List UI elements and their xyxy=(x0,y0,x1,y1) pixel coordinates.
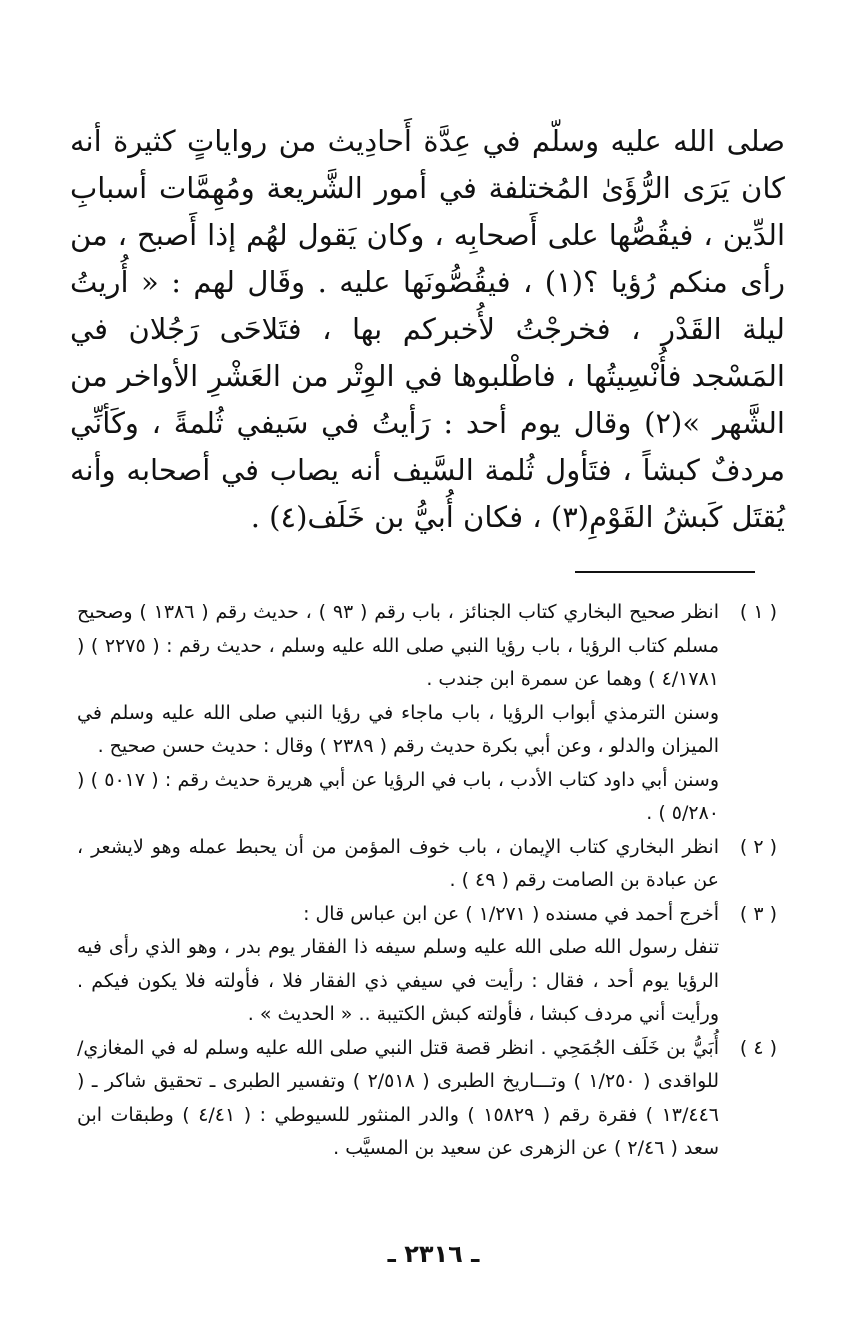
footnote-paragraph: أخرج أحمد في مسنده ( ١/٢٧١ ) عن ابن عباس قال : xyxy=(303,902,719,925)
footnote-separator xyxy=(575,571,755,573)
footnote-paragraph: انظر البخاري كتاب الإيمان ، باب خوف المؤمن من أن يحبط عمله وهو لايشعر ، عن عبادة بن الصامت رقم ( ٤٩ ) . xyxy=(77,835,719,891)
footnote-paragraph: انظر صحيح البخاري كتاب الجنائز ، باب رقم ( ٩٣ ) ، حديث رقم ( ١٣٨٦ ) وصحيح مسلم كتاب الرؤيا ، باب رؤيا النبي صلى الله عليه وسلم ، حديث رقم : ( ٢٢٧٥ ) ( ٤/١٧٨١ ) وهما عن سمرة ابن جندب . xyxy=(77,601,719,690)
footnote-body xyxy=(77,831,719,898)
footnote-paragraph: وسنن أبي داود كتاب الأدب ، باب في الرؤيا عن أبي هريرة حديث رقم : ( ٥٠١٧ ) ( ٥/٢٨٠ ) . xyxy=(77,768,719,824)
footnote-3 xyxy=(77,898,777,1032)
footnote-2 xyxy=(77,831,777,898)
footnote-paragraph: وسنن الترمذي أبواب الرؤيا ، باب ماجاء في رؤيا النبي صلى الله عليه وسلم في الميزان والدلو ، وعن أبي بكرة حديث رقم ( ٢٣٨٩ ) وقال : حديث حسن صحيح . xyxy=(77,701,719,757)
main-text xyxy=(70,118,785,541)
footnote-body xyxy=(77,596,719,831)
footnotes xyxy=(77,596,777,1166)
footnote-body xyxy=(77,1032,719,1166)
footnote-number: ( ٣ ) xyxy=(739,902,777,925)
footnote-paragraph: تنفل رسول الله صلى الله عليه وسلم سيفه ذا الفقار يوم بدر ، وهو الذي رأى فيه الرؤيا يوم أحد ، فقال : رأيت في سيفي ذي الفقار فلا ، فأولته فلا يكون فيكم . ورأيت أني مردف كبشا ، فأولته كبش الكتيبة .. « الحديث » . xyxy=(77,936,719,1025)
footnote-4 xyxy=(77,1032,777,1166)
footnote-paragraph: أُبَيُّ بن خَلَف الجُمَحِي . انظر قصة قتل النبي صلى الله عليه وسلم له في المغازي/ للواقدى ( ١/٢٥٠ ) وتـــاريخ الطبرى ( ٢/٥١٨ ) وتفسير الطبرى ـ تحقيق شاكر ـ ( ١٣/٤٤٦ ) فقرة رقم ( ١٥٨٢٩ ) والدر المنثور للسيوطي : ( ٤/٤١ ) وطبقات ابن سعد ( ٢/٤٦ ) عن الزهرى عن سعيد بن المسيَّب . xyxy=(77,1036,720,1159)
footnote-number: ( ٢ ) xyxy=(739,835,777,858)
footnote-body xyxy=(77,898,719,1032)
main-paragraph: صلى الله عليه وسلّم في عِدَّة أَحادِيث من رواياتٍ كثيرة أنه كان يَرَى الرُّؤَىٰ المُختلفة في أمور الشَّريعة ومُهِمَّات أسبابِ الدِّين ، فيقُصُّها على أَصحابِه ، وكان يَقول لهُم إذا أَصبح ، من رأى منكم رُؤيا ؟(١) ، فيقُصُّونَها عليه . وقَال لهم : « أُريتُ ليلة القَدْر ، فخرجْتُ لأُخبركم بها ، فتَلاحَى رَجُلان في المَسْجد فأُنْسِيتُها ، فاطْلبوها في الوِتْر من العَشْرِ الأواخر من الشَّهر »(٢) وقال يوم أحد : رَأيتُ في سَيفي ثُلمةً ، وكَأنِّي مردفٌ كبشاً ، فتَأول ثُلمة السَّيف أنه يصاب في أصحابه وأنه يُقتَل كَبشُ القَوْمِ(٣) ، فكان أُبيُّ بن خَلَف(٤) . xyxy=(70,124,785,534)
footnote-number: ( ٤ ) xyxy=(739,1036,777,1059)
footnote-number: ( ١ ) xyxy=(739,601,777,623)
page-number: ـ ٢٣١٦ ـ xyxy=(387,1240,480,1268)
footnote-1 xyxy=(77,596,777,831)
